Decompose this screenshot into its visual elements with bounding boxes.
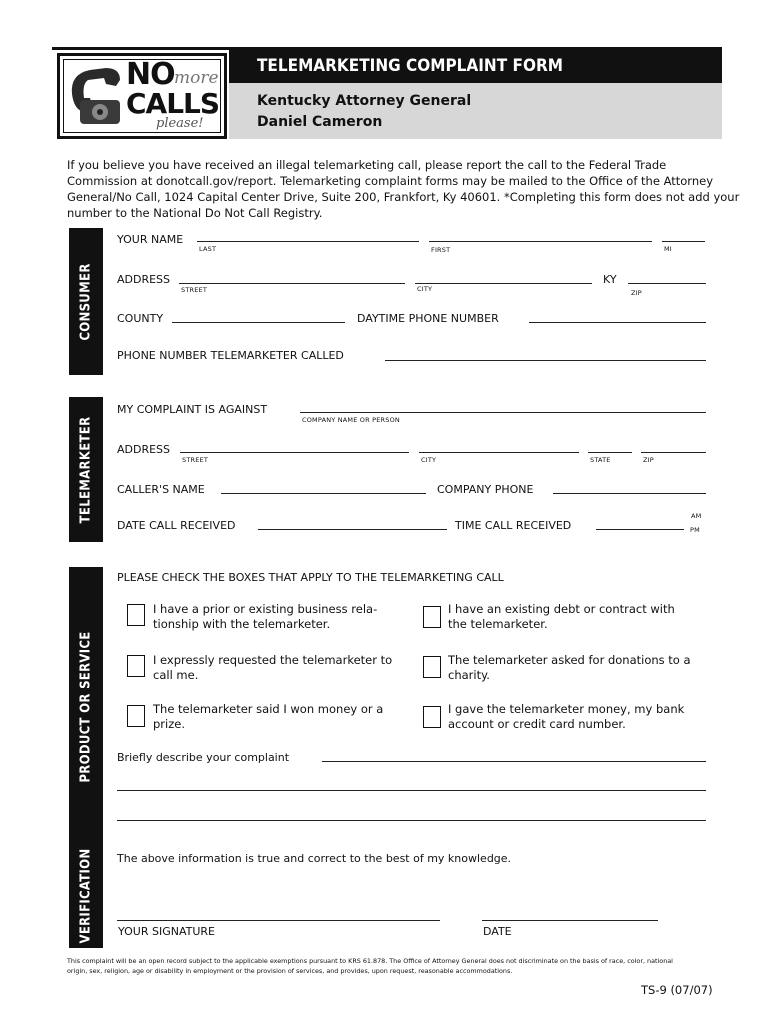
no-calls-logo — [57, 53, 227, 139]
first-name-caption: FIRST — [431, 246, 451, 254]
header-gray-band — [229, 83, 722, 139]
describe-line-1[interactable] — [322, 761, 706, 762]
check-instruction: PLEASE CHECK THE BOXES THAT APPLY TO THE TELEMARKETING CALL — [117, 571, 504, 584]
checkbox-donations[interactable] — [423, 656, 441, 678]
signature-label: YOUR SIGNATURE — [118, 925, 215, 938]
company-or-person-caption: COMPANY NAME OR PERSON — [302, 416, 400, 424]
office-name: Kentucky Attorney General — [257, 93, 472, 109]
product-section-label: PRODUCT OR SERVICE — [78, 631, 94, 783]
telemarketer-state-caption: STATE — [590, 456, 611, 464]
signature-date-label: DATE — [483, 925, 512, 938]
checkbox-won-money[interactable] — [127, 705, 145, 727]
daytime-phone-label: DAYTIME PHONE NUMBER — [357, 312, 499, 325]
telemarketer-state-field[interactable] — [588, 452, 632, 453]
last-name-caption: LAST — [199, 245, 217, 253]
telemarketer-section-label: TELEMARKETER — [78, 416, 94, 523]
consumer-city-field[interactable] — [415, 283, 592, 284]
consumer-street-caption: STREET — [181, 286, 207, 294]
logo-calls: CALLS — [126, 87, 220, 120]
option-donations: The telemarketer asked for donations to a charity. — [448, 653, 691, 682]
option-prior-relationship: I have a prior or existing business rela- tionship with the telemarketer. — [153, 602, 378, 631]
telephone-icon — [66, 64, 126, 128]
option-existing-debt: I have an existing debt or contract with the telemarketer. — [448, 602, 675, 631]
time-received-label: TIME CALL RECEIVED — [455, 519, 572, 532]
checkbox-gave-money[interactable] — [423, 706, 441, 728]
option-requested-call: I expressly requested the telemarketer to call me. — [153, 653, 393, 682]
date-received-label: DATE CALL RECEIVED — [117, 519, 236, 532]
verification-section-bar — [69, 843, 103, 948]
describe-line-2[interactable] — [117, 790, 706, 791]
consumer-section-label: CONSUMER — [78, 262, 94, 341]
pm-option[interactable]: PM — [690, 526, 700, 534]
signature-field[interactable] — [117, 920, 440, 921]
daytime-phone-field[interactable] — [529, 322, 706, 323]
form-id: TS-9 (07/07) — [641, 983, 713, 997]
product-section-bar — [69, 567, 103, 847]
consumer-section-bar — [69, 228, 103, 375]
header-rule — [52, 47, 722, 50]
logo-more: more — [174, 68, 219, 88]
time-received-field[interactable] — [596, 529, 684, 530]
consumer-zip-field[interactable] — [628, 283, 706, 284]
disclaimer-line: origin, sex, religion, age or disability in employment or the provision of services, and provides, upon request, reasonable accommodations. — [67, 967, 513, 975]
callers-name-field[interactable] — [221, 493, 426, 494]
consumer-zip-caption: ZIP — [631, 289, 642, 297]
intro-paragraph — [67, 157, 739, 221]
middle-initial-caption: MI — [664, 245, 672, 253]
telemarketer-zip-caption: ZIP — [643, 456, 654, 464]
logo-no: NO — [126, 57, 175, 92]
consumer-state-value: KY — [603, 273, 617, 286]
signature-date-field[interactable] — [482, 920, 658, 921]
checkbox-requested-call[interactable] — [127, 655, 145, 677]
last-name-field[interactable] — [197, 241, 419, 242]
option-gave-money: I gave the telemarketer money, my bank account or credit card number. — [448, 702, 685, 731]
telemarketer-city-caption: CITY — [421, 456, 437, 464]
verification-section-label: VERIFICATION — [78, 847, 94, 944]
complaint-against-label: MY COMPLAINT IS AGAINST — [117, 403, 268, 416]
middle-initial-field[interactable] — [662, 241, 705, 242]
telemarketer-city-field[interactable] — [419, 452, 579, 453]
telemarketer-address-label: ADDRESS — [117, 443, 171, 456]
official-name: Daniel Cameron — [257, 114, 383, 130]
county-field[interactable] — [172, 322, 345, 323]
disclaimer-line: This complaint will be an open record subject to the applicable exemptions pursuant to KRS 61.878. The Office of Attorney General does not discriminate on the basis of race, color, national — [67, 957, 673, 965]
describe-line-3[interactable] — [117, 820, 706, 821]
telemarketer-section-bar — [69, 397, 103, 542]
intro-line: Commission at donotcall.gov/report. Telemarketing complaint forms may be mailed to the Office of the Attorney — [67, 174, 713, 188]
consumer-street-field[interactable] — [179, 283, 405, 284]
phone-called-field[interactable] — [385, 360, 706, 361]
date-received-field[interactable] — [258, 529, 447, 530]
form-title: TELEMARKETING COMPLAINT FORM — [257, 56, 563, 76]
first-name-field[interactable] — [429, 241, 652, 242]
intro-line: General/No Call, 1024 Capital Center Drive, Suite 200, Frankfort, Ky 40601. *Completing this form does not add your — [67, 190, 740, 204]
intro-line: If you believe you have received an illegal telemarketing call, please report the call to the Federal Trade — [67, 158, 667, 172]
verification-statement: The above information is true and correct to the best of my knowledge. — [117, 852, 512, 865]
telemarketer-street-caption: STREET — [182, 456, 208, 464]
telemarketer-zip-field[interactable] — [641, 452, 706, 453]
consumer-city-caption: CITY — [417, 285, 433, 293]
company-phone-label: COMPANY PHONE — [437, 483, 534, 496]
telemarketer-street-field[interactable] — [180, 452, 409, 453]
checkbox-existing-debt[interactable] — [423, 606, 441, 628]
company-phone-field[interactable] — [553, 493, 706, 494]
am-option[interactable]: AM — [691, 512, 702, 520]
consumer-address-label: ADDRESS — [117, 273, 171, 286]
phone-called-label: PHONE NUMBER TELEMARKETER CALLED — [117, 349, 344, 362]
your-name-label: YOUR NAME — [117, 233, 184, 246]
describe-complaint-label: Briefly describe your complaint — [117, 751, 290, 764]
callers-name-label: CALLER'S NAME — [117, 483, 205, 496]
logo-please: please! — [156, 116, 204, 131]
intro-line: number to the National Do Not Call Registry. — [67, 206, 323, 220]
checkbox-prior-relationship[interactable] — [127, 604, 145, 626]
option-won-money: The telemarketer said I won money or a prize. — [153, 702, 384, 731]
footer-disclaimer — [67, 956, 673, 976]
county-label: COUNTY — [117, 312, 164, 325]
complaint-against-field[interactable] — [300, 412, 706, 413]
